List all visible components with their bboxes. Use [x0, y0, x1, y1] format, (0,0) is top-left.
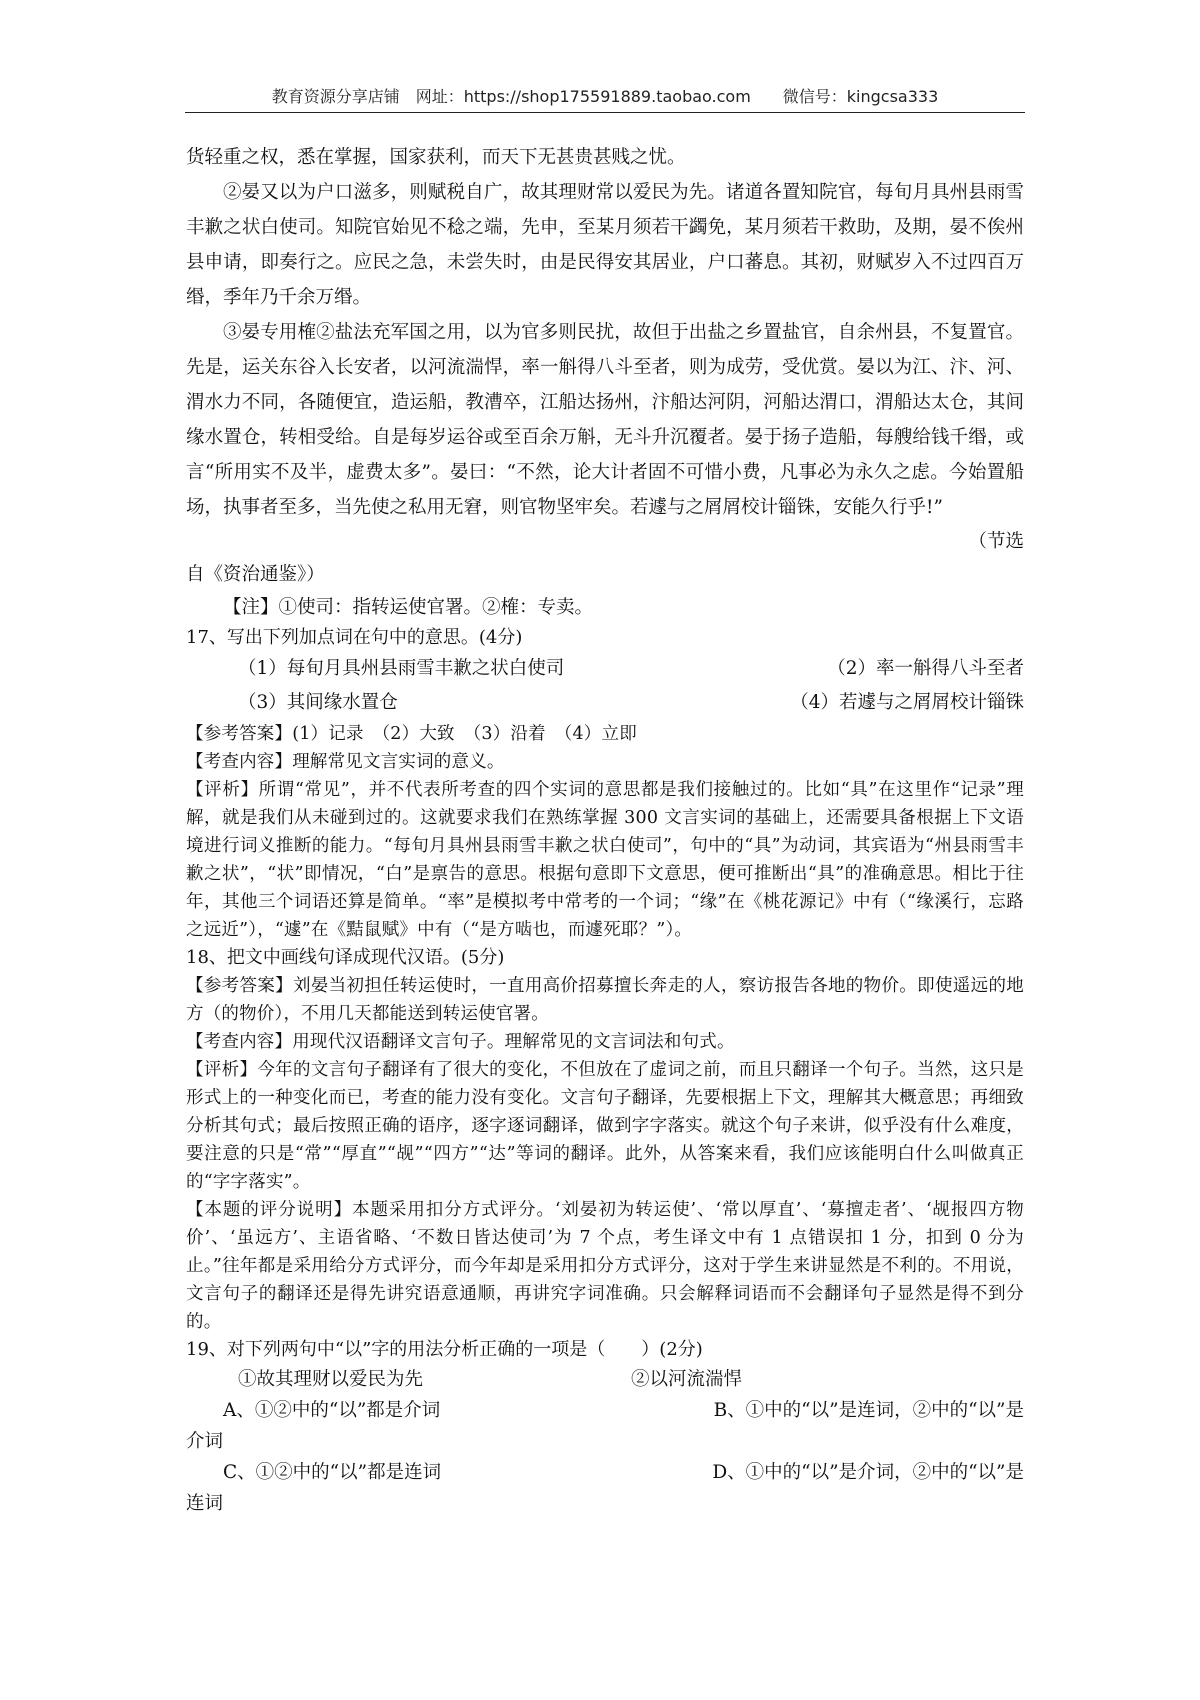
passage-paragraph-2: ②晏又以为户口滋多，则赋税自广，故其理财常以爱民为先。诸道各置知院官，每旬月具州县雨雪丰歉之状白使司。知院官始见不稔之端，先申，至某月须若干蠲免，某月须若干救助，及期，晏不俟州县申请，即奏行之。应民之急，未尝失时，由是民得安其居业，户口蕃息。其初，财赋岁入不过四百万缗，季年乃千余万缗。 [186, 182, 1024, 308]
q17-stem: 17、写出下列加点词在句中的意思。(4分) [186, 627, 523, 648]
header-divider [185, 112, 1025, 113]
passage-source-b: 自《资治通鉴》） [186, 564, 325, 585]
q19-option-d-cont: 连词 [186, 1493, 224, 1514]
q19-option-d: D、①中的“以”是介词，②中的“以”是 [712, 1462, 1024, 1483]
page-header [185, 84, 1025, 107]
q19-option-b: B、①中的“以”是连词，②中的“以”是 [713, 1400, 1024, 1421]
passage-paragraph-3: ③晏专用榷②盐法充军国之用，以为官多则民扰，故但于出盐之乡置盐官，自余州县，不复置官。先是，运关东谷入长安者，以河流湍悍，率一斛得八斗至者，则为成劳，受优赏。晏以为江、汴、河、渭水力不同，各随便宜，造运船，教漕卒，江船达扬州，汴船达河阴，河船达渭口，渭船达太仓，其间缘水置仓，转相受给。自是每岁运谷或至百余万斛，无斗升沉覆者。晏于扬子造船，每艘给钱千缗，或言“所用实不及半，虚费太多”。晏曰：“不然，论大计者固不可惜小费，凡事必为永久之虑。今始置船场，执事者至多，当先使之私用无窘，则官物坚牢矣。若遽与之屑屑校计锱铢，安能久行乎!” [186, 322, 1024, 518]
passage-source-a: （节选 [968, 531, 1024, 552]
passage-paragraph-1: 货轻重之权，悉在掌握，国家获利，而天下无甚贵甚贱之忧。 [186, 147, 686, 168]
passage-note: 【注】①使司：指转运使官署。②榷：专卖。 [223, 597, 594, 618]
q17-item-2: （2）率一斛得八斗至者 [827, 658, 1024, 679]
q17-item-1: （1）每旬月具州县雨雪丰歉之状白使司 [238, 658, 565, 679]
q17-item-4: （4）若遽与之屑屑校计锱铢 [790, 692, 1024, 713]
q19-option-b-cont: 介词 [186, 1431, 224, 1452]
q19-sentences [186, 1364, 1024, 1395]
q19-option-row-ab [186, 1395, 1024, 1426]
q19-stem: 19、对下列两句中“以”字的用法分析正确的一项是（ ）(2分) [186, 1339, 703, 1360]
q17-content: 【考查内容】理解常见文言实词的意义。 [186, 752, 505, 772]
q19-option-c: C、①②中的“以”都是连词 [223, 1462, 442, 1483]
header-text: 教育资源分享店铺 网址：https://shop175591889.taobao.com 微信号：kingcsa333 [271, 87, 939, 106]
q19-option-row-cd [186, 1457, 1024, 1488]
q18-answer: 【参考答案】刘晏当初担任转运使时，一直用高价招募擅长奔走的人，察访报告各地的物价。即使遥远的地方（的物价），不用几天都能送到转运使官署。 [186, 976, 1024, 1024]
q17-analysis: 【评析】所谓“常见”，并不代表所考查的四个实词的意思都是我们接触过的。比如“具”在这里作“记录”理解，就是我们从未碰到过的。这就要求我们在熟练掌握 300 文言实词的基础上，还需要具备根据上下文语境进行词义推断的能力。“每旬月具州县雨雪丰歉之状白使司”，句中的“具”为动词，其宾语为“州县雨雪丰歉之状”，“状”即情况，“白”是禀告的意思。根据句意即下文意思，便可推断出“具”的准确意思。相比于往年，其他三个词语还算是简单。“率”是模拟考中常考的一个词；“缘”在《桃花源记》中有（“缘溪行，忘路之远近”），“遽”在《黠鼠赋》中有（“是方啮也，而遽死耶？”）。 [186, 780, 1024, 940]
q18-analysis: 【评析】今年的文言句子翻译有了很大的变化，不但放在了虚词之前，而且只翻译一个句子。当然，这只是形式上的一种变化而已，考查的能力没有变化。文言句子翻译，先要根据上下文，理解其大概意思；再细致分析其句式；最后按照正确的语序，逐字逐词翻译，做到字字落实。就这个句子来讲，似乎没有什么难度，要注意的只是“常”“厚直”“觇”“四方”“达”等词的翻译。此外，从答案来看，我们应该能明白什么叫做真正的“字字落实”。 [186, 1060, 1024, 1192]
q18-scoring: 【本题的评分说明】本题采用扣分方式评分。‘刘晏初为转运使’、‘常以厚直’、‘募擅走者’、‘觇报四方物价’、‘虽远方’、主语省略、‘不数日皆达使司’为 7 个点，考生译文中有 1 点错误扣 1 分，扣到 0 分为止。”往年都是采用给分方式评分，而今年却是采用扣分方式评分，这对于学生来讲显然是不利的。不用说，文言句子的翻译还是得先讲究语意通顺，再讲究字词准确。只会解释词语而不会翻译句子显然是得不到分的。 [186, 1200, 1024, 1332]
document-body [186, 140, 1024, 1519]
q17-items [186, 652, 1024, 720]
q18-content: 【考查内容】用现代汉语翻译文言句子。理解常见的文言词法和句式。 [186, 1032, 735, 1052]
q18-stem: 18、把文中画线句译成现代汉语。(5分) [186, 947, 505, 968]
q19-sentence-2: ②以河流湍悍 [631, 1369, 743, 1390]
q19-sentence-1: ①故其理财以爱民为先 [238, 1369, 424, 1390]
q19-option-a: A、①②中的“以”都是介词 [223, 1400, 441, 1421]
q17-item-3: （3）其间缘水置仓 [238, 692, 398, 713]
q17-answer: 【参考答案】(1）记录 （2）大致 （3）沿着 （4）立即 [186, 724, 637, 744]
